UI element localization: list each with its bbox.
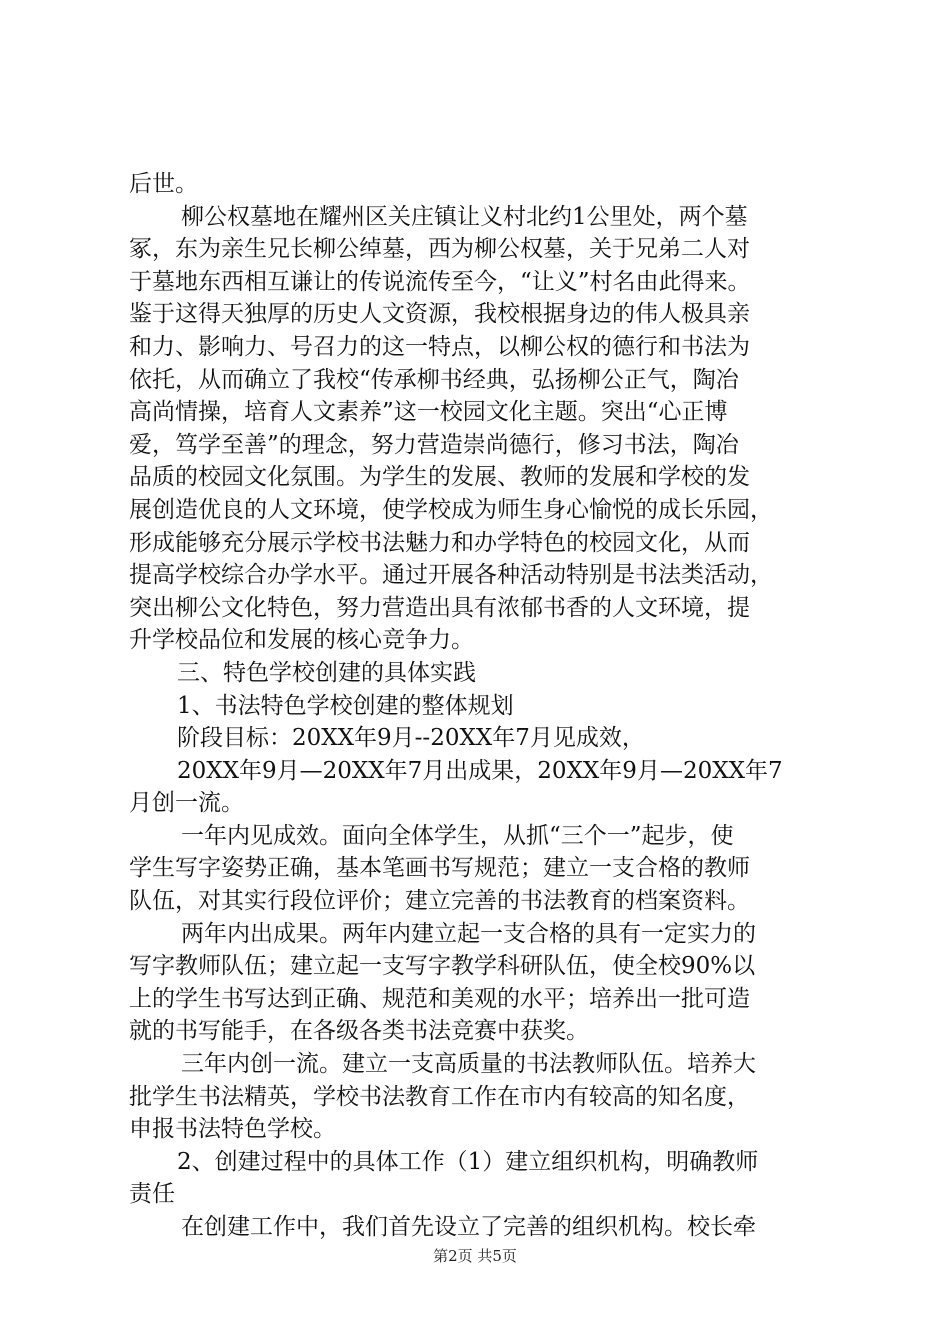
text-line: 学生写字姿势正确，基本笔画书写规范；建立一支合格的教师 — [129, 855, 750, 882]
text-line: 在创建工作中，我们首先设立了完善的组织机构。校长牵 — [181, 1214, 756, 1240]
text-line: 两年内出成果。两年内建立起一支合格的具有一定实力的 — [181, 920, 756, 947]
text-line: 高尚情操，培育人文素养”这一校园文化主题。突出“心正博 — [129, 399, 728, 426]
text-line: 依托，从而确立了我校“传承柳书经典，弘扬柳公正气，陶冶 — [129, 366, 739, 393]
text-line: 柳公权墓地在耀州区关庄镇让义村北约1公里处，两个墓 — [181, 203, 748, 230]
subsection-heading: 2、创建过程中的具体工作（1）建立组织机构，明确教师 — [177, 1148, 759, 1175]
text-line: 责任 — [129, 1181, 175, 1208]
text-line: 三年内创一流。建立一支高质量的书法教师队伍。培养大 — [181, 1051, 756, 1078]
text-line: 就的书写能手，在各级各类书法竞赛中获奖。 — [129, 1018, 589, 1045]
text-line: 20XX年9月—20XX年7月出成果，20XX年9月—20XX年7 — [177, 757, 783, 784]
text-line: 后世。 — [129, 171, 198, 197]
document-body — [129, 168, 833, 1244]
text-line: 鉴于这得天独厚的历史人文资源，我校根据身边的伟人极具亲 — [129, 301, 750, 328]
text-line: 队伍，对其实行段位评价；建立完善的书法教育的档案资料。 — [129, 888, 750, 915]
text-line: 和力、影响力、号召力的这一特点，以柳公权的德行和书法为 — [129, 333, 750, 360]
text-line: 升学校品位和发展的核心竞争力。 — [129, 627, 474, 654]
text-line: 一年内见成效。面向全体学生，从抓“三个一”起步，使 — [181, 822, 734, 849]
text-line: 于墓地东西相互谦让的传说流传至今，“让义”村名由此得来。 — [129, 268, 751, 295]
text-line: 展创造优良的人文环境，使学校成为师生身心愉悦的成长乐园， — [129, 496, 773, 523]
text-line: 写字教师队伍；建立起一支写字教学科研队伍，使全校90%以 — [129, 953, 756, 980]
text-line: 形成能够充分展示学校书法魅力和办学特色的校园文化，从而 — [129, 529, 750, 556]
subsection-heading: 1、书法特色学校创建的整体规划 — [177, 692, 514, 719]
text-line: 批学生书法精英，学校书法教育工作在市内有较高的知名度， — [129, 1083, 750, 1110]
page-footer: 第2页 共5页 — [433, 1247, 517, 1265]
section-heading: 三、特色学校创建的具体实践 — [177, 659, 476, 686]
text-line: 月创一流。 — [129, 790, 244, 817]
text-line: 品质的校园文化氛围。为学生的发展、教师的发展和学校的发 — [129, 464, 750, 491]
text-line: 上的学生书写达到正确、规范和美观的水平；培养出一批可造 — [129, 985, 750, 1012]
text-line: 提高学校综合办学水平。通过开展各种活动特别是书法类活动， — [129, 562, 773, 589]
text-line: 爱，笃学至善”的理念，努力营造崇尚德行，修习书法，陶冶 — [129, 431, 739, 458]
text-line: 冢，东为亲生兄长柳公绰墓，西为柳公权墓，关于兄弟二人对 — [129, 236, 750, 263]
text-line: 申报书法特色学校。 — [129, 1116, 336, 1143]
text-line: 突出柳公文化特色，努力营造出具有浓郁书香的人文环境，提 — [129, 594, 750, 621]
text-line: 阶段目标：20XX年9月--20XX年7月见成效， — [177, 725, 645, 752]
